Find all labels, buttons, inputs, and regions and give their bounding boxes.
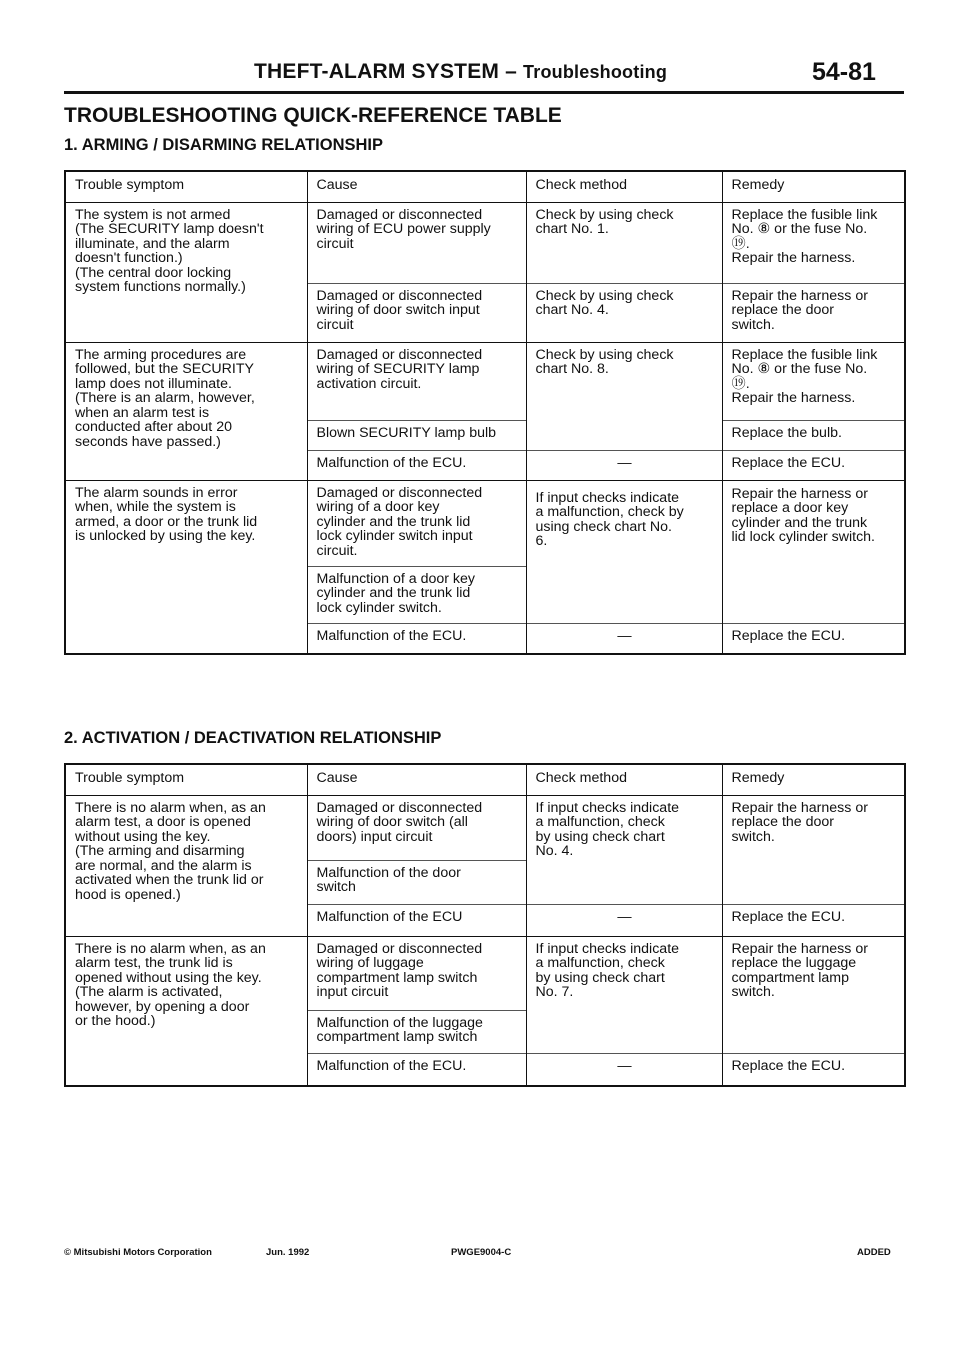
cause-cell: Damaged or disconnected wiring of luggage compartment lamp switch input circuit xyxy=(307,936,526,1010)
table-row xyxy=(65,342,905,420)
cause-cell: Malfunction of the ECU. xyxy=(307,623,526,654)
remedy-cell: Replace the ECU. xyxy=(722,623,905,654)
section2-heading: 2. ACTIVATION / DEACTIVATION RELATIONSHIP xyxy=(64,729,442,747)
symptom-cell: The arming procedures are followed, but the SECURITY lamp does not illuminate. (There is an alarm, however, when an alarm test is conducted after about 20 seconds have passed.) xyxy=(65,342,307,480)
col-header-check: Check method xyxy=(526,171,722,202)
col-header-cause: Cause xyxy=(307,171,526,202)
cause-cell: Malfunction of the door switch xyxy=(307,860,526,904)
remedy-cell: Repair the harness or replace a door key cylinder and the trunk lid lock cylinder switch. xyxy=(722,480,905,623)
col-header-symptom: Trouble symptom xyxy=(65,171,307,202)
section2-table xyxy=(64,763,906,1087)
check-cell: If input checks indicate a malfunction, check by using check chart No. 4. xyxy=(526,795,722,904)
footer-date: Jun. 1992 xyxy=(266,1247,310,1258)
table-row xyxy=(65,202,905,283)
header-separator: – xyxy=(499,60,524,83)
remedy-cell: Repair the harness or replace the door switch. xyxy=(722,283,905,342)
cause-cell: Malfunction of a door key cylinder and the trunk lid lock cylinder switch. xyxy=(307,566,526,623)
remedy-cell: Replace the ECU. xyxy=(722,1053,905,1086)
cause-cell: Damaged or disconnected wiring of SECURITY lamp activation circuit. xyxy=(307,342,526,420)
remedy-cell: Repair the harness or replace the luggage compartment lamp switch. xyxy=(722,936,905,1053)
table-header-row xyxy=(65,764,905,795)
col-header-symptom: Trouble symptom xyxy=(65,764,307,795)
remedy-cell: Replace the fusible link No. ⑧ or the fuse No. ⑲. Repair the harness. xyxy=(722,342,905,420)
check-cell: — xyxy=(526,450,722,480)
cause-cell: Malfunction of the luggage compartment lamp switch xyxy=(307,1010,526,1053)
check-cell: — xyxy=(526,623,722,654)
check-cell: If input checks indicate a malfunction, check by using check chart No. 6. xyxy=(526,480,722,623)
cause-cell: Damaged or disconnected wiring of door switch (all doors) input circuit xyxy=(307,795,526,860)
table-row xyxy=(65,936,905,1010)
check-cell: — xyxy=(526,904,722,936)
page-number: 54-81 xyxy=(812,58,876,86)
section1-table xyxy=(64,170,906,655)
table-row xyxy=(65,795,905,860)
col-header-cause: Cause xyxy=(307,764,526,795)
cause-cell: Malfunction of the ECU xyxy=(307,904,526,936)
footer-copyright: © Mitsubishi Motors Corporation xyxy=(64,1247,212,1258)
cause-cell: Damaged or disconnected wiring of a door key cylinder and the trunk lid lock cylinder switch input circuit. xyxy=(307,480,526,566)
header-title: THEFT-ALARM SYSTEM xyxy=(254,60,500,83)
check-cell: — xyxy=(526,1053,722,1086)
remedy-cell: Replace the ECU. xyxy=(722,450,905,480)
header-divider xyxy=(64,91,904,94)
table-header-row xyxy=(65,171,905,202)
cause-cell: Malfunction of the ECU. xyxy=(307,1053,526,1086)
check-cell: Check by using check chart No. 1. xyxy=(526,202,722,283)
cause-cell: Blown SECURITY lamp bulb xyxy=(307,420,526,450)
check-cell: If input checks indicate a malfunction, check by using check chart No. 7. xyxy=(526,936,722,1053)
check-cell: Check by using check chart No. 4. xyxy=(526,283,722,342)
page-header-title xyxy=(254,60,667,84)
table-row xyxy=(65,480,905,566)
main-title: TROUBLESHOOTING QUICK-REFERENCE TABLE xyxy=(64,104,562,127)
footer-code: PWGE9004-C xyxy=(451,1247,512,1258)
remedy-cell: Replace the bulb. xyxy=(722,420,905,450)
symptom-cell: The system is not armed (The SECURITY lamp doesn't illuminate, and the alarm doesn't function.) (The central door locking system functions normally.) xyxy=(65,202,307,342)
col-header-remedy: Remedy xyxy=(722,764,905,795)
cause-cell: Damaged or disconnected wiring of door switch input circuit xyxy=(307,283,526,342)
symptom-cell: There is no alarm when, as an alarm test, a door is opened without using the key. (The arming and disarming are normal, and the alarm is activated when the trunk lid or hood is opened.) xyxy=(65,795,307,936)
header-subtitle: Troubleshooting xyxy=(523,62,668,82)
col-header-remedy: Remedy xyxy=(722,171,905,202)
cause-cell: Malfunction of the ECU. xyxy=(307,450,526,480)
symptom-cell: The alarm sounds in error when, while the system is armed, a door or the trunk lid is unlocked by using the key. xyxy=(65,480,307,654)
col-header-check: Check method xyxy=(526,764,722,795)
remedy-cell: Repair the harness or replace the door switch. xyxy=(722,795,905,904)
check-cell: Check by using check chart No. 8. xyxy=(526,342,722,450)
symptom-cell: There is no alarm when, as an alarm test, the trunk lid is opened without using the key. (The alarm is activated, however, by opening a door or the hood.) xyxy=(65,936,307,1086)
cause-cell: Damaged or disconnected wiring of ECU power supply circuit xyxy=(307,202,526,283)
footer-status: ADDED xyxy=(857,1247,891,1258)
remedy-cell: Replace the fusible link No. ⑧ or the fuse No. ⑲. Repair the harness. xyxy=(722,202,905,283)
section1-heading: 1. ARMING / DISARMING RELATIONSHIP xyxy=(64,136,384,154)
remedy-cell: Replace the ECU. xyxy=(722,904,905,936)
